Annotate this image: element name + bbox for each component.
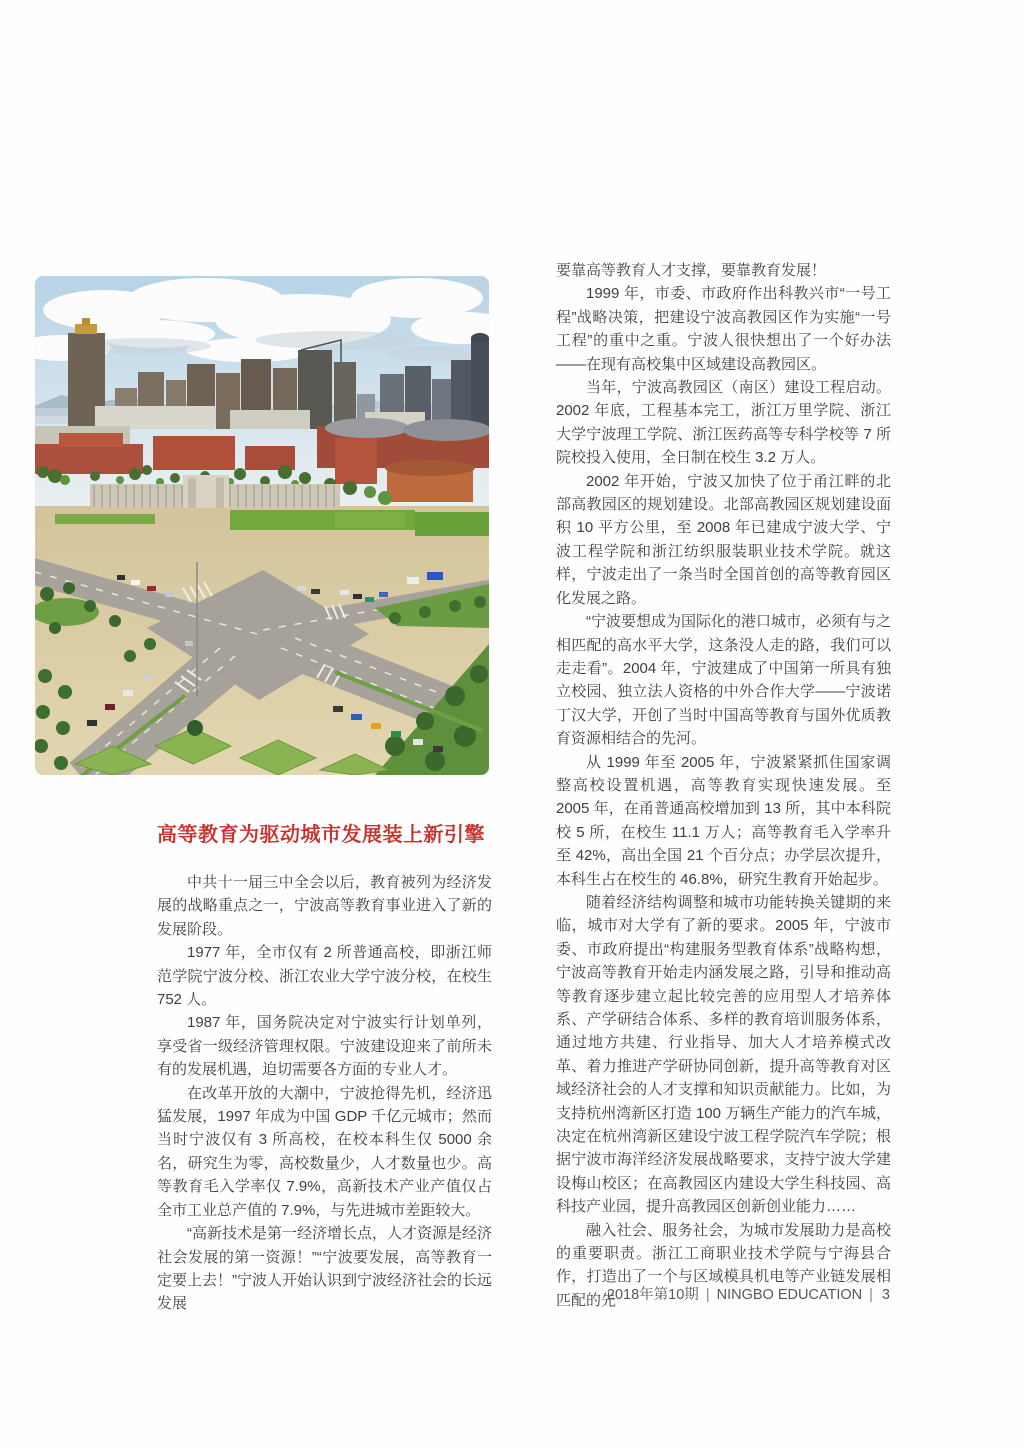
right-paragraph-2: 1999 年，市委、市政府作出科教兴市“一号工程”战略决策，把建设宁波高教园区作为实施“一号工程”的重中之重。宁波人很快想出了一个好办法——在现有高校集中区域建设高教园区。 xyxy=(556,285,891,373)
right-paragraph-6: 从 1999 年至 2005 年，宁波紧紧抓住国家调整高校设置机遇，高等教育实现快速发展。至 2005 年，在甬普通高校增加到 13 所，其中本科院校 5 所，在校生 11.1 万人；高等教育毛入学率升至 42%，高出全国 21 个百分点；办学层次提升，本科生占在校生的 46.8%，研究生教育开始起步。 xyxy=(556,753,891,888)
left-paragraph-2: 1977 年，全市仅有 2 所普通高校，即浙江师范学院宁波分校、浙江农业大学宁波分校，在校生 752 人。 xyxy=(157,944,492,1009)
campus-aerial-photo-illustration xyxy=(35,276,489,775)
left-paragraph-3: 1987 年，国务院决定对宁波实行计划单列，享受省一级经济管理权限。宁波建设迎来了前所未有的发展机遇，迫切需要各方面的专业人才。 xyxy=(157,1014,492,1079)
footer-separator: | xyxy=(705,1287,710,1303)
footer-page-number: 3 xyxy=(881,1287,890,1303)
right-paragraph-4: 2002 年开始，宁波又加快了位于甬江畔的北部高教园区的规划建设。北部高教园区规划建设面积 10 平方公里，至 2008 年已建成宁波大学、宁波工程学院和浙江纺织服装职业技术学院。就这样，宁波走出了一条当时全国首创的高等教育园区化发展之路。 xyxy=(556,472,891,607)
right-paragraph-8: 融入社会、服务社会，为城市发展助力是高校的重要职责。浙江工商职业技术学院与宁海县合作，打造出了一个与区域模具机电等产业链发展相匹配的先 xyxy=(556,1221,891,1309)
right-paragraph-1: 要靠高等教育人才支撑，要靠教育发展！ xyxy=(556,262,827,279)
right-paragraph-3: 当年，宁波高教园区（南区）建设工程启动。2002 年底，工程基本完工，浙江万里学院、浙江大学宁波理工学院、浙江医药高等专科学校等 7 所院校投入使用，全日制在校生 3.2 万人。 xyxy=(556,379,891,467)
footer-separator: | xyxy=(869,1287,873,1303)
page-footer xyxy=(556,1286,890,1304)
right-paragraph-7: 随着经济结构调整和城市功能转换关键期的来临，城市对大学有了新的要求。2005 年，宁波市委、市政府提出“构建服务型教育体系”战略构想，宁波高等教育开始走内涵发展之路，引导和推动高等教育逐步建立起比较完善的应用型人才培养体系、产学研结合体系、多样的教育培训服务体系，通过地方共建、行业指导、加大人才培养模式改革、着力推进产学研协同创新，提升高等教育对区域经济社会的人才支撑和知识贡献能力。比如，为支持杭州湾新区打造 100 万辆生产能力的汽车城，决定在杭州湾新区建设宁波工程学院汽车学院；根据宁波市海洋经济发展战略要求，支持宁波大学建设梅山校区；在高教园区内建设大学生科技园、高科技产业园，提升高教园区创新创业能力…… xyxy=(556,893,891,1216)
left-paragraph-5: “高新技术是第一经济增长点，人才资源是经济社会发展的第一资源！”“宁波要发展，高等教育一定要上去！”宁波人开始认识到宁波经济社会的长远发展 xyxy=(157,1225,492,1313)
article-section-heading: 高等教育为驱动城市发展装上新引擎 xyxy=(157,824,485,846)
left-column xyxy=(157,820,492,1316)
right-column xyxy=(556,259,891,1312)
left-paragraph-1: 中共十一届三中全会以后，教育被列为经济发展的战略重点之一，宁波高等教育事业进入了新的发展阶段。 xyxy=(157,874,492,938)
footer-issue: 2018年第10期 xyxy=(606,1287,699,1303)
footer-magazine-name: NINGBO EDUCATION xyxy=(716,1287,863,1303)
right-paragraph-5: “宁波要想成为国际化的港口城市，必须有与之相匹配的高水平大学，这条没人走的路，我们可以走走看”。2004 年，宁波建成了中国第一所具有独立校园、独立法人资格的中外合作大学——宁波诺丁汉大学，开创了当时中国高等教育与国外优质教育资源相结合的先河。 xyxy=(556,613,891,748)
campus-aerial-photo xyxy=(35,276,489,775)
left-paragraph-4: 在改革开放的大潮中，宁波抢得先机，经济迅猛发展，1997 年成为中国 GDP 千亿元城市；然而当时宁波仅有 3 所高校，在校本科生仅 5000 余名，研究生为零，高校数量少，人才数量也少。高等教育毛入学率仅 7.9%，高新技术产业产值仅占全市工业总产值的 7.9%，与先进城市差距较大。 xyxy=(157,1084,492,1219)
